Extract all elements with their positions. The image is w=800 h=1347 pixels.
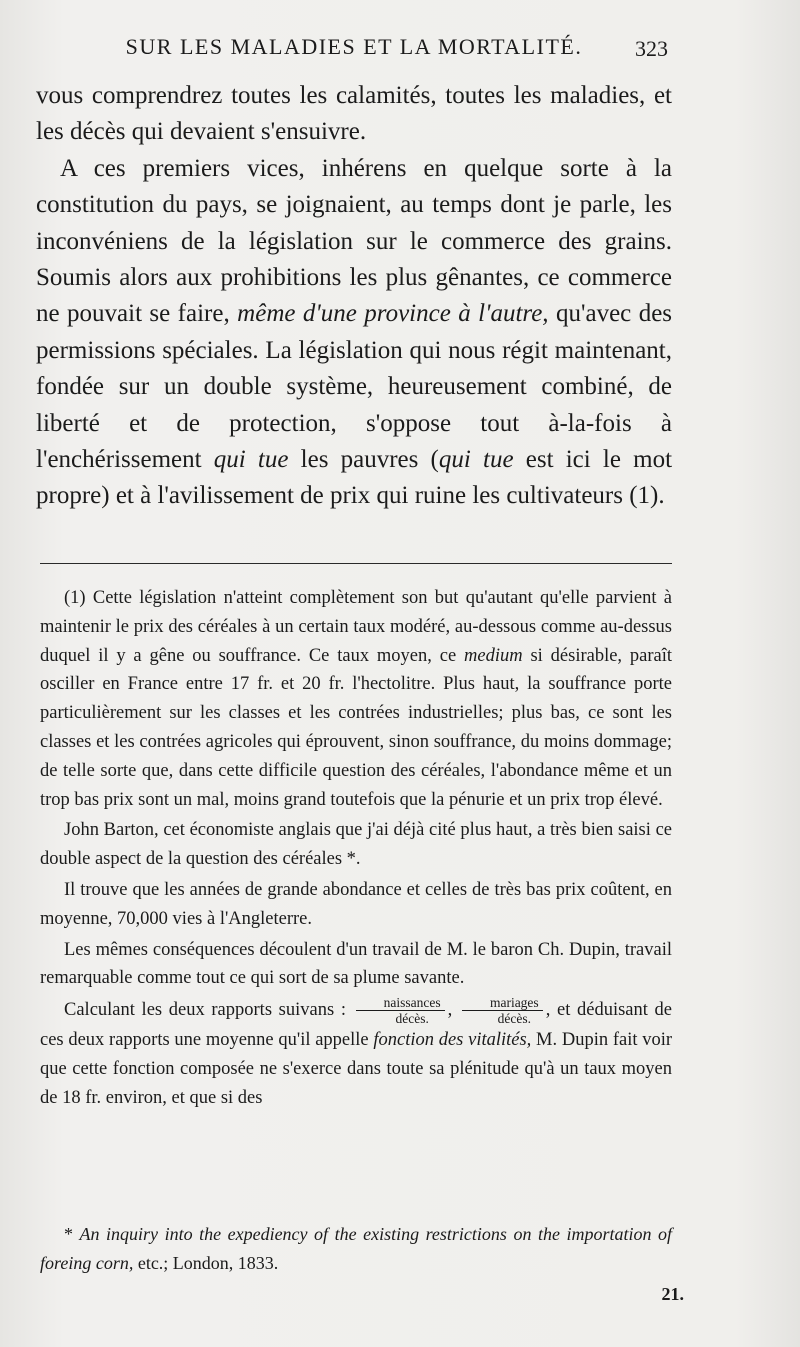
p2-text-g: est ici le mot propre) et à l'avilissement de prix qui ruine les cultivateurs (1). — [36, 446, 673, 510]
footnote-paragraph-2: John Barton, cet économiste anglais que j'ai déjà cité plus haut, a très bien saisi ce double aspect de la question des céréales *. — [40, 820, 672, 870]
paragraph-1: vous comprendrez toutes les calamités, toutes les maladies, et les décès qui devaient s'ensuivre. — [36, 82, 672, 146]
p2-italic-f: qui tue — [438, 446, 514, 474]
footnote-paragraph-1 — [40, 584, 672, 814]
p2-text-c: qu'avec des permissions spéciales. La législation qui nous régit maintenant, fondée sur un double système, heureusement combiné, de liberté et de protection, s'oppose tout à-la-fois à l'enchérissement — [36, 300, 673, 474]
footnote-star — [40, 1220, 672, 1278]
fn5-text-c: M. Dupin fait voir que cette fonction composée ne s'exerce dans toute sa plénitude qu'à un taux moyen de 18 fr. environ, et que si des — [40, 1030, 673, 1108]
fraction-1-denominator: décès. — [395, 1011, 429, 1027]
fn1-italic-medium: medium — [464, 645, 523, 666]
star-note-title: An inquiry into the expediency of the existing restrictions on the importation of foreing corn, — [40, 1224, 673, 1273]
fn1-text: (1) Cette législation n'atteint complètement son but qu'autant qu'elle parvient à maintenir le prix des céréales à un certain taux modéré, au-dessous comme au-dessus duquel il y a gêne ou souffrance. Ce taux moyen, ce — [40, 588, 672, 666]
p2-text-a: A ces premiers vices, inhérens en quelque sorte à la constitution du pays, se joignaient, au temps dont je parle, les inconvéniens de la législation sur le commerce des grains. Soumis alors aux prohibitions les plus gênantes, ce commerce ne pouvait se faire, — [36, 154, 672, 328]
p2-italic-d: qui tue — [213, 446, 289, 474]
star-note-marker: * — [64, 1224, 80, 1244]
signature-mark: 21. — [661, 1284, 684, 1304]
fn5-text-a: Calculant les deux rapports suivans : — [64, 999, 346, 1020]
star-note-rest: etc.; London, 1833. — [133, 1253, 279, 1273]
footnote-paragraph-5: Calculant les deux rapports suivans : $\frac{\text{naissances}}{\text{décès.}}$ , $\frac{\text{mariages}}{\text{décès.}}$ , et déduisant de ces deux rapports une moyenne qu'il appelle fonction des vitalités, M. Dupin fait voir que cette fonction composée ne s'exerce dans toute sa plénitude qu'à un taux moyen de 18 fr. environ, et que si des — [40, 995, 673, 1108]
fraction-2-numerator: mariages — [462, 995, 543, 1011]
footnote-paragraph-3: Il trouve que les années de grande abondance et celles de très bas prix coûtent, en moyenne, 70,000 vies à l'Angleterre. — [40, 879, 672, 929]
running-title: SUR LES MALADIES ET LA MORTALITÉ. — [125, 34, 583, 59]
fn1-text-rest: si désirable, paraît osciller en France entre 17 fr. et 20 fr. l'hectolitre. Plus haut, la souffrance porte particulièrement sur les classes et les contrées industrielles; plus bas, ce sont les classes et les contrées agricoles qui éprouvent, sinon souffrance, du moins dommage; de telle sorte que, dans cette difficile question des céréales, l'abondance même et un trop bas prix sont un mal, moins grand toutefois que la pénurie et un prix trop élevé. — [40, 645, 673, 810]
paragraph-2 — [36, 151, 672, 515]
fn5-italic: fonction des vitalités, — [373, 1030, 532, 1051]
p2-italic-b: même d'une province à l'autre, — [237, 300, 549, 328]
footnote-1 — [40, 584, 672, 1113]
footnote-divider — [40, 563, 672, 564]
page-number: 323 — [635, 36, 668, 61]
footnote-paragraph-4: Les mêmes conséquences découlent d'un travail de M. le baron Ch. Dupin, travail remarquable comme tout ce qui sort de sa plume savante. — [40, 939, 672, 989]
fraction-2-denominator: décès. — [497, 1011, 531, 1027]
fn5-text-b: , et déduisant de ces deux rapports une moyenne qu'il appelle — [40, 999, 673, 1051]
fraction-births-deaths — [356, 995, 445, 1026]
p2-text-e: les pauvres ( — [300, 446, 439, 474]
fraction-1-numerator: naissances — [356, 995, 445, 1011]
fraction-marriages-deaths — [462, 995, 543, 1026]
main-text — [36, 78, 672, 515]
